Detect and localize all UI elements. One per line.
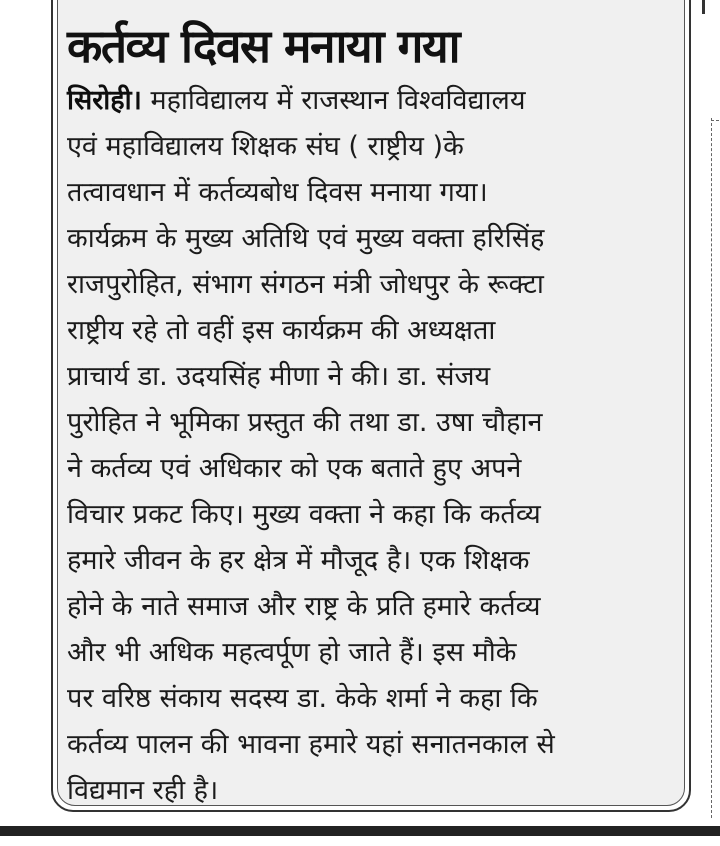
body-line: प्राचार्य डा. उदयसिंह मीणा ने की। डा. संजय xyxy=(67,361,491,392)
body-line xyxy=(67,78,677,124)
body-line: पर वरिष्ठ संकाय सदस्य डा. केके शर्मा ने कहा कि xyxy=(67,683,538,714)
body-line: कार्यक्रम के मुख्य अतिथि एवं मुख्य वक्ता हरिसिंह xyxy=(67,223,545,254)
column-separator-tick xyxy=(711,120,719,121)
column-separator xyxy=(711,118,712,818)
body-line: कर्तव्य पालन की भावना हमारे यहां सनातनकाल से xyxy=(67,729,555,760)
body-line: तत्वावधान में कर्तव्यबोध दिवस मनाया गया। xyxy=(67,177,488,208)
frame-top-notch xyxy=(274,0,282,4)
dateline: सिरोही। xyxy=(67,85,142,116)
article-body xyxy=(67,78,677,814)
body-line: हमारे जीवन के हर क्षेत्र में मौजूद है। एक शिक्षक xyxy=(67,545,530,576)
body-line: ने कर्तव्य एवं अधिकार को एक बताते हुए अपने xyxy=(67,453,522,484)
adjacent-column-edge xyxy=(702,0,705,14)
body-line: राष्ट्रीय रहे तो वहीं इस कार्यक्रम की अध्यक्षता xyxy=(67,315,496,346)
headline: कर्तव्य दिवस मनाया गया xyxy=(67,19,460,73)
body-line-text: महाविद्यालय में राजस्थान विश्वविद्यालय xyxy=(141,85,526,116)
body-line: होने के नाते समाज और राष्ट्र के प्रति हमारे कर्तव्य xyxy=(67,591,541,622)
bottom-rule xyxy=(0,826,720,836)
body-line: और भी अधिक महत्वर्पूण हो जाते हैं। इस मौके xyxy=(67,637,517,668)
body-line: राजपुरोहित, संभाग संगठन मंत्री जोधपुर के रूक्टा xyxy=(67,269,544,300)
body-line: एवं महाविद्यालय शिक्षक संघ ( राष्ट्रीय )के xyxy=(67,131,464,162)
body-line: पुरोहित ने भूमिका प्रस्तुत की तथा डा. उषा चौहान xyxy=(67,407,543,438)
body-line: विद्यमान रही है। xyxy=(67,775,219,806)
body-line: विचार प्रकट किए। मुख्य वक्ता ने कहा कि कर्तव्य xyxy=(67,499,541,530)
